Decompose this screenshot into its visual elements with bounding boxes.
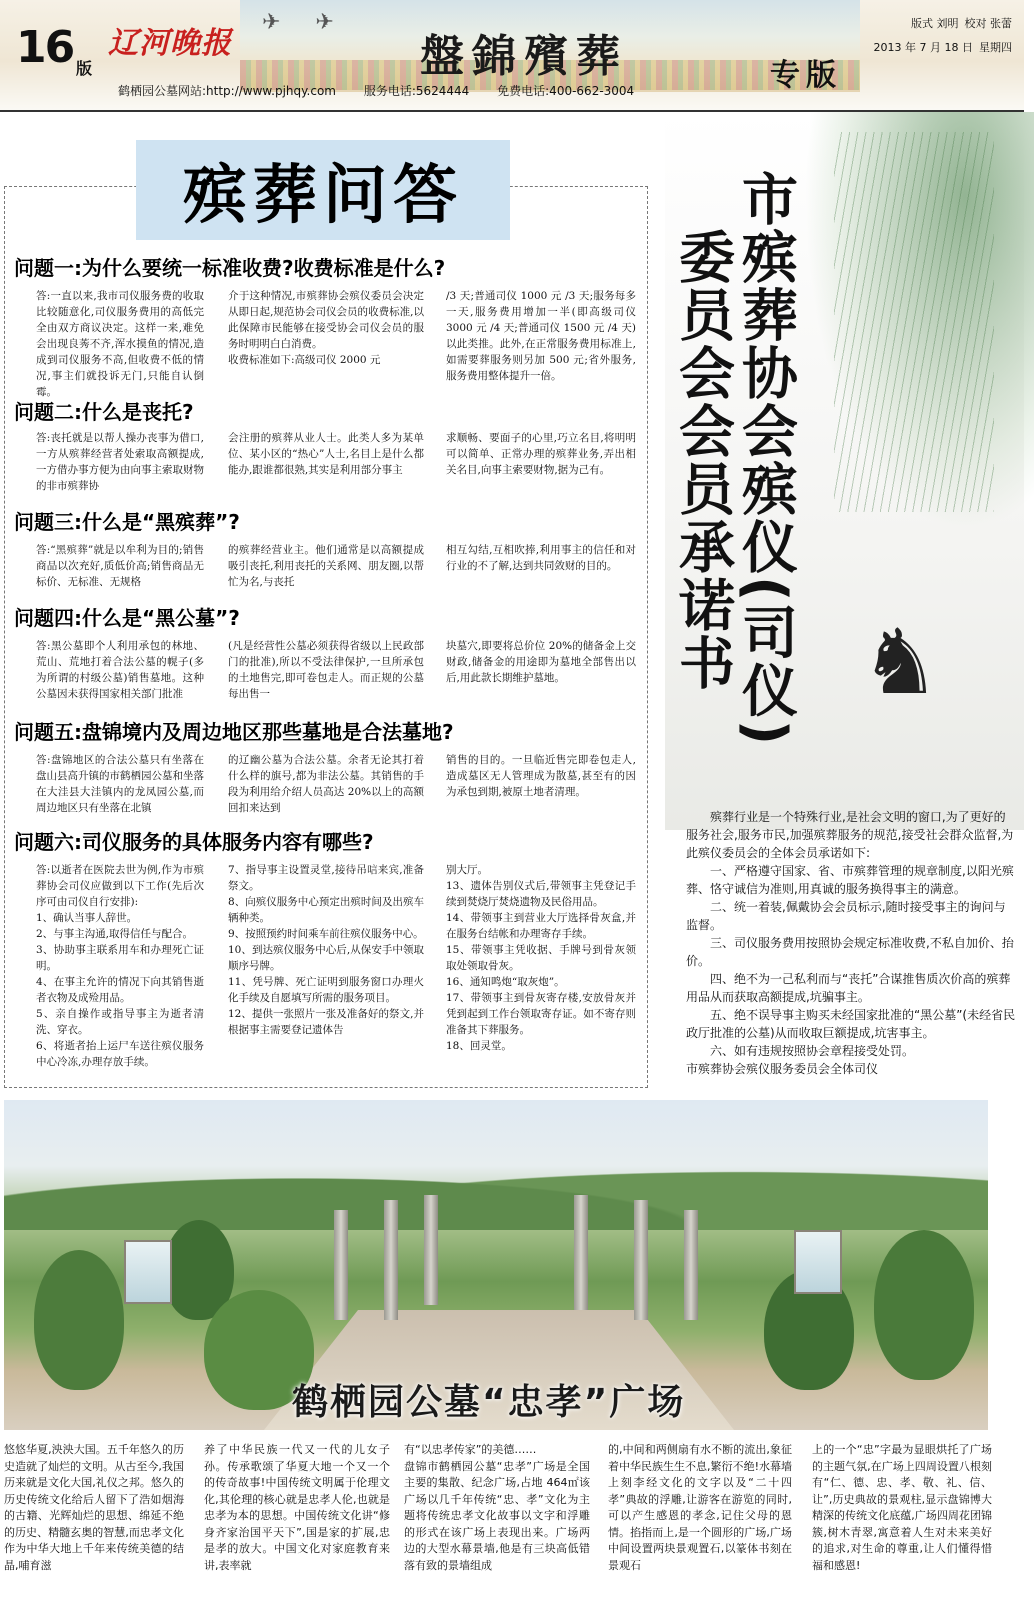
article-col5: 上的一个“忠”字最为显眼烘托了广场的主题气氛,在广场上四周设置八根刻有“仁、德、忠、孝、敬、礼、信、让”,历史典故的景观柱,显示盘锦博大精深的传统文化底蕴,广场四周花团锦簇,树木青翠,寓意着人生对未来美好的追求,对生命的尊重,让人们懂得惜福和感恩! bbox=[812, 1443, 992, 1572]
question-4-answer-col3: 块墓穴,即要将总价位 20%的储备金上交财政,储备金的用途即为墓地全部售出以后,用此款长期维护墓地。 bbox=[446, 640, 636, 684]
free-phone: 免费电话:400-662-3004 bbox=[497, 84, 635, 98]
issue-date: 2013 年 7 月 18 日 bbox=[873, 41, 973, 54]
qa-heading: 殡葬问答 bbox=[136, 140, 510, 240]
crane-icon: ✈ ✈ bbox=[262, 10, 348, 35]
question-3-title: 问题三:什么是“黑殡葬”? bbox=[14, 510, 240, 534]
pledge-item: 六、如有违规按照协会章程接受处罚。 bbox=[710, 1044, 915, 1058]
question-2-answer-col2: 会注册的殡葬从业人士。此类人多为某单位、某小区的“热心”人士,名目上是什么都能办,跟谁都很熟,其实是利用部分事主 bbox=[228, 432, 424, 476]
issue-weekday: 星期四 bbox=[979, 41, 1012, 54]
question-6-answer-col2: 7、指导事主设置灵堂,接待吊唁来宾,准备祭文。 8、向殡仪服务中心预定出殡时间及出殡车辆种类。 9、按照预约时间乘车前往殡仪服务中心。 10、到达殡仪服务中心后,从保安手中领取顺序号牌。 11、凭号牌、死亡证明到服务窗口办理火化手续及自愿填写所需的服务项目。 12、提供一张照片一张及准备好的祭文,并根据事主需要登记遗体告 bbox=[228, 864, 424, 1036]
question-5-answer-col2: 的辽幽公墓为合法公墓。余者无论其打着什么样的旗号,都为非法公墓。其销售的手段为利用给介绍人员高达 20%以上的高额回扣来达到 bbox=[228, 754, 424, 814]
plaza-pillar bbox=[384, 1200, 398, 1320]
layout-editor: 版式 刘明 bbox=[911, 17, 959, 30]
service-phone: 服务电话:5624444 bbox=[363, 84, 470, 98]
pledge-item: 三、司仪服务费用按照协会规定标准收费,不私自加价、抬价。 bbox=[686, 936, 1014, 968]
question-5-answer-col1: 答:盘锦地区的合法公墓只有坐落在盘山县高升镇的市鹤栖园公墓和坐落在大洼县大洼镇内的龙凤园公墓,而周边地区只有坐落在北镇 bbox=[36, 754, 204, 814]
plaza-pillar bbox=[574, 1195, 588, 1310]
question-5-title: 问题五:盘锦境内及周边地区那些墓地是合法墓地? bbox=[14, 720, 454, 744]
plaza-hills bbox=[4, 1140, 988, 1230]
plaza-pillar bbox=[684, 1210, 698, 1320]
masthead bbox=[0, 0, 1024, 112]
crane-painting-icon: ♞ bbox=[860, 610, 941, 715]
page-number-suffix: 版 bbox=[76, 59, 93, 78]
pledge-intro: 殡葬行业是一个特殊行业,是社会文明的窗口,为了更好的服务社会,服务市民,加强殡葬服务的规范,接受社会群众监督,为此殡仪委员会的全体会员承诺如下: bbox=[686, 810, 1014, 860]
question-3-answer-col2: 的殡葬经营业主。他们通常是以高额提成吸引丧托,利用丧托的关系网、朋友圈,以帮忙为名,与丧托 bbox=[228, 544, 424, 588]
willow-branches bbox=[834, 132, 994, 512]
question-6-answer-col1: 答:以逝者在医院去世为例,作为市殡葬协会司仪应做到以下工作(先后次序可由司仪自行安排): 1、确认当事人辞世。 2、与事主沟通,取得信任与配合。 3、协助事主联系用车和办理死亡证明。 4、在事主允许的情况下向其销售逝者衣物及成殓用品。 5、亲自操作或指导事主为逝者清洗、穿衣。 6、将逝者抬上运尸车送往殡仪服务中心冷冻,办理存放手续。 bbox=[36, 864, 204, 1068]
paper-logo: 辽河晚报 bbox=[108, 26, 232, 61]
special-edition-label: 专版 bbox=[770, 58, 842, 93]
question-1-answer-col1: 答:一直以来,我市司仪服务费的收取比较随意化,司仪服务费用的高低完全由双方商议决定。这样一来,难免会出现良莠不齐,浑水摸鱼的情况,造成到司仪服务不高,但收费不低的情况,事主们就投诉无门,只能自认倒霉。 bbox=[36, 290, 204, 398]
pledge-item: 四、绝不为一己私利而与“丧托”合谋推售质次价高的殡葬用品从而获取高额提成,坑骗事主。 bbox=[686, 972, 1011, 1004]
question-3-answer-col3: 相互勾结,互相吹捧,利用事主的信任和对行业的不了解,达到共同敛财的目的。 bbox=[446, 544, 636, 572]
proofreader: 校对 张蕾 bbox=[964, 17, 1012, 30]
tree bbox=[874, 1230, 974, 1380]
question-1-answer-col2: 介于这种情况,市殡葬协会殡仪委员会决定从即日起,规范协会司仪会员的收费标准,以此保障市民能够在接受协会司仪会员的服务时明明白白消费。 收费标准如下:高级司仪 2000 元 bbox=[228, 290, 424, 366]
pledge-signature: 市殡葬协会殡仪服务委员会全体司仪 bbox=[686, 1062, 879, 1076]
pledge-item: 五、绝不误导事主购买未经国家批准的“黑公墓”(未经省民政厅批准的公墓)从而收取巨额提成,坑害事主。 bbox=[686, 1008, 1016, 1040]
plaza-pillar bbox=[634, 1200, 648, 1320]
article-col3: 有“以忠孝传家”的美德…… 盘锦市鹤栖园公墓“忠孝”广场是全国主要的集散、纪念广场,占地 464㎡该广场以几千年传统“忠、孝”文化为主题将传统忠孝文化故事以文字和浮雕的形式在该广场上表现出来。广场两边的大型水幕景墙,他是有三块高低错落有致的景墙组成 bbox=[404, 1443, 590, 1572]
question-6-answer-col3: 别大厅。 13、遗体告别仪式后,带领事主凭登记手续到焚烧厅焚烧遗物及民俗用品。 14、带领事主到营业大厅选择骨灰盒,并在服务台结帐和办理寄存手续。 15、带领事主凭收据、手牌号到骨灰领取处领取骨灰。 16、通知鸣炮“取灰炮”。 17、带领事主到骨灰寄存楼,安放骨灰并凭到起到工作台领取寄存证。如不寄存则准备其下葬服务。 18、回灵堂。 bbox=[446, 864, 636, 1052]
question-4-answer-col2: (凡是经营性公墓必须获得省级以上民政部门的批准),所以不受法律保护,一旦所承包的土地售完,即可卷包走人。而正规的公墓每出售一 bbox=[228, 640, 424, 700]
question-2-answer-col1: 答:丧托就是以帮人操办丧事为借口,一方从殡葬经营者处索取高额提成,一方借办事方便为由向事主索取财物的非市殡葬协 bbox=[36, 432, 204, 492]
contact-bar bbox=[118, 82, 658, 99]
question-1-title: 问题一:为什么要统一标准收费?收费标准是什么? bbox=[14, 256, 446, 280]
question-3-answer-col1: 答:“黑殡葬”就是以牟利为目的;销售商品以次充好,质低价高;销售商品无标价、无标准、无规格 bbox=[36, 544, 204, 588]
plaza-caption: 鹤栖园公墓“忠孝”广场 bbox=[292, 1382, 686, 1423]
question-6-title: 问题六:司仪服务的具体服务内容有哪些? bbox=[14, 830, 374, 854]
column-title: 盤錦殯葬 bbox=[420, 31, 628, 82]
question-2-title: 问题二:什么是丧托? bbox=[14, 400, 194, 424]
question-1-answer-col3: /3 天;普通司仪 1000 元 /3 天;服务每多一天,服务费用增加一半(即高级司仪 3000 元 /4 天;普通司仪 1500 元 /4 天)以此类推。此外,在正常服务费用标准上,如需要葬服务则另加 500 元;省外服务,服务费用整体提升一倍。 bbox=[446, 290, 636, 382]
page-number: 16 bbox=[16, 22, 74, 73]
article-col4: 的,中间和两侧扇有水不断的流出,象征着中华民族生生不息,繁衍不绝!水幕墙上刻李经文化的文字以及“二十四孝”典故的浮雕,让游客在游览的同时,可以产生感恩的孝念,记住父母的恩情。掐指而上,是一个圆形的广场,广场中间设置两块景观置石,以篆体书刻在景观石 bbox=[608, 1443, 792, 1572]
question-2-answer-col3: 求顺畅、要面子的心里,巧立名目,将明明可以简单、正常办理的殡葬业务,弄出相关名目,向事主索要财物,据为己有。 bbox=[446, 432, 636, 476]
pledge-title-line2: 委员会会员承诺书 bbox=[670, 228, 735, 692]
water-wall bbox=[794, 1230, 842, 1294]
question-4-title: 问题四:什么是“黑公墓”? bbox=[14, 606, 240, 630]
article-col2: 养了中华民族一代又一代的儿女子孙。传承歌颂了华夏大地一个又一个的传奇故事!中国传统文明属于伦理文化,其伦理的核心就是忠孝人伦,也就是忠孝为本的思想。中国传统文化讲“修身齐家治国平天下”,国是家的扩展,忠是孝的放大。中国文化对家庭教育来讲,表率就 bbox=[204, 1443, 390, 1572]
article-col1: 悠悠华夏,泱泱大国。五千年悠久的历史造就了灿烂的文明。从古至今,我国历来就是文化大国,礼仪之邦。悠久的历史传统文化给后人留下了浩如烟海的古籍、光辉灿烂的思想、绵延不绝的历史、精髓玄奥的智慧,而忠孝文化作为中华大地上千年来传统美德的结晶,哺育滋 bbox=[4, 1443, 184, 1572]
plaza-pillar bbox=[334, 1210, 348, 1320]
pledge-body bbox=[686, 808, 1016, 1078]
credits bbox=[868, 12, 1012, 60]
water-wall bbox=[124, 1240, 172, 1304]
website-link[interactable]: 鹤栖园公墓网站:http://www.pjhqy.com bbox=[118, 84, 336, 98]
question-4-answer-col1: 答:黑公墓即个人利用承包的林地、荒山、荒地打着合法公墓的幌子(多为所谓的村级公墓)销售墓地。这种公墓因未获得国家相关部门批准 bbox=[36, 640, 204, 700]
pledge-item: 二、统一着装,佩戴协会会员标示,随时接受事主的询问与监督。 bbox=[686, 900, 1006, 932]
pledge-item: 一、严格遵守国家、省、市殡葬管理的规章制度,以阳光殡葬、恪守诚信为准则,用真诚的服务换得事主的满意。 bbox=[686, 864, 1014, 896]
question-5-answer-col3: 销售的目的。一旦临近售完即卷包走人,造成墓区无人管理成为散墓,甚至有的因为承包到期,被原土地者清理。 bbox=[446, 754, 636, 798]
pledge-title-line1: 市殡葬协会殡仪(司仪) bbox=[733, 170, 798, 748]
plaza-pillar bbox=[424, 1195, 438, 1305]
tree bbox=[34, 1250, 124, 1390]
